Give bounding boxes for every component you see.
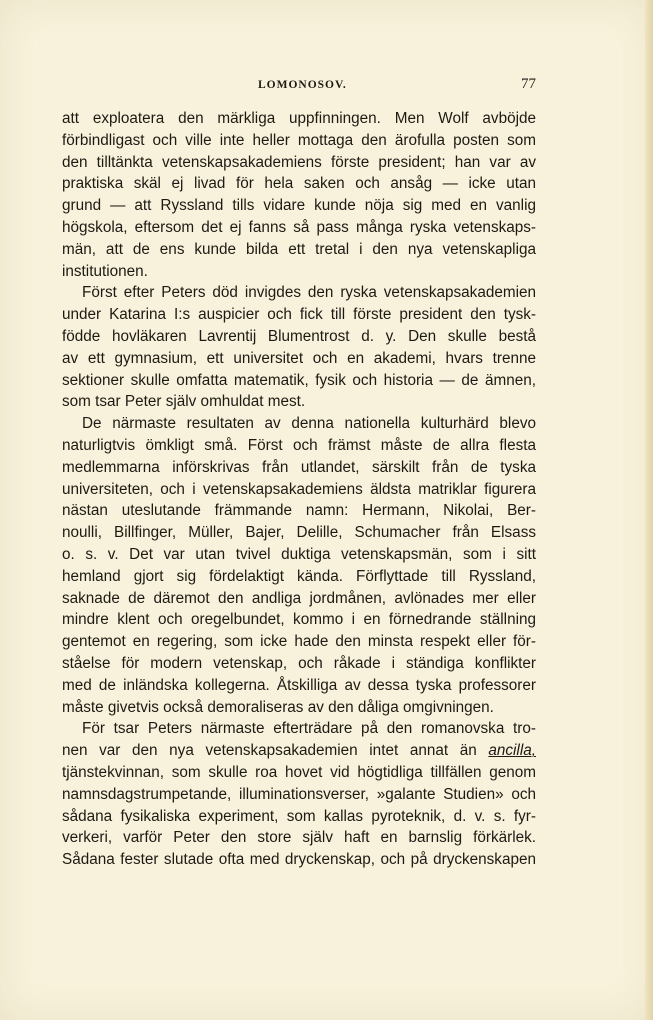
text-line: män, att de ens kunde bilda ett tretal i den nya vetenskapliga xyxy=(62,240,536,258)
paragraph-start-line: De närmaste resultaten av denna nationella kulturhärd blevo xyxy=(82,415,536,433)
text-line: Sådana fester slutade ofta med dryckenskap, och på dryckenskapen xyxy=(62,851,536,869)
text-line: namnsdagstrumpetande, illuminationsverser, »galante Studien» och xyxy=(62,785,536,803)
text-line: att exploatera den märkliga uppfinningen. Men Wolf avböjde xyxy=(62,110,536,127)
paragraph-start-line: Först efter Peters död invigdes den ryska vetenskapsakademien xyxy=(82,284,536,302)
text-line: grund — att Ryssland tills vidare kunde nöja sig med en vanlig xyxy=(62,197,536,215)
text-line: saknade de däremot den andliga jordmånen, avlönades mer eller xyxy=(62,589,536,607)
text-fragment: nen var den nya vetenskapsakademien intet annat än xyxy=(62,742,477,760)
text-line: universiteten, och i vetenskapsakademiens äldsta matriklar figurera xyxy=(62,480,536,498)
text-line: ståelse för modern vetenskap, och råkade i ständiga konflikter xyxy=(62,654,536,672)
page-number: 77 xyxy=(521,76,536,92)
text-line: av ett gymnasium, ett universitet och en akademi, hvars trenne xyxy=(62,349,536,367)
text-line: sådana fysikaliska experiment, som kallas pyroteknik, d. v. s. fyr- xyxy=(62,807,536,825)
text-line: sektioner skulle omfatta matematik, fysik och historia — de ämnen, xyxy=(62,371,536,389)
body-text xyxy=(62,108,536,871)
text-line: födde hovläkaren Lavrentij Blumentrost d. y. Den skulle bestå xyxy=(62,327,536,345)
text-line: naturligtvis ömkligt små. Först och främst måste de allra flesta xyxy=(62,436,536,454)
text-line: hemland gjort sig fördelaktigt kända. Förflyttade till Ryssland, xyxy=(62,567,536,585)
page-header xyxy=(62,76,536,96)
text-line: institutionen. xyxy=(62,262,148,280)
text-line: måste givetvis också demoraliseras av den dåliga omgivningen. xyxy=(62,698,494,716)
text-line: o. s. v. Det var utan tvivel duktiga vetenskapsmän, som i sitt xyxy=(62,545,536,563)
text-line: noulli, Billfinger, Müller, Bajer, Delille, Schumacher från Elsass xyxy=(62,524,536,542)
text-line: som tsar Peter själv omhuldat mest. xyxy=(62,393,306,411)
text-line: förbindligast och ville inte heller mottaga den ärofulla posten som xyxy=(62,131,536,149)
text-line: verkeri, varför Peter den store själv haft en barnslig förkärlek. xyxy=(62,829,536,847)
paragraph-start-line: För tsar Peters närmaste efterträdare på den romanovska tro- xyxy=(82,720,536,738)
italic-word: ancilla, xyxy=(488,742,536,760)
text-line: medlemmarna införskrivas från utlandet, särskilt från de tyska xyxy=(62,458,536,476)
running-head: LOMONOSOV. xyxy=(258,79,347,91)
text-line: gentemot en regering, som icke hade den minsta respekt eller för- xyxy=(62,633,536,651)
text-line: med de inländska kollegerna. Åtskilliga av dessa tyska professorer xyxy=(62,676,536,694)
page-edge xyxy=(645,0,653,1020)
text-line-with-italic xyxy=(62,740,536,762)
text-line: nästan uteslutande främmande namn: Hermann, Nikolai, Ber- xyxy=(62,502,536,520)
text-line: högskola, eftersom det ej fanns så pass många ryska vetenskaps- xyxy=(62,218,536,236)
text-line: mindre klent och oregelbundet, kommo i en förnedrande ställning xyxy=(62,611,536,629)
text-line: den tilltänkta vetenskapsakademiens förste president; han var av xyxy=(62,153,536,171)
text-line: under Katarina I:s auspicier och fick till förste president den tysk- xyxy=(62,306,536,324)
text-line: praktiska skäl ej livad för hela saken och ansåg — icke utan xyxy=(62,175,536,193)
text-line: tjänstekvinnan, som skulle roa hovet vid högtidliga tillfällen genom xyxy=(62,763,536,781)
